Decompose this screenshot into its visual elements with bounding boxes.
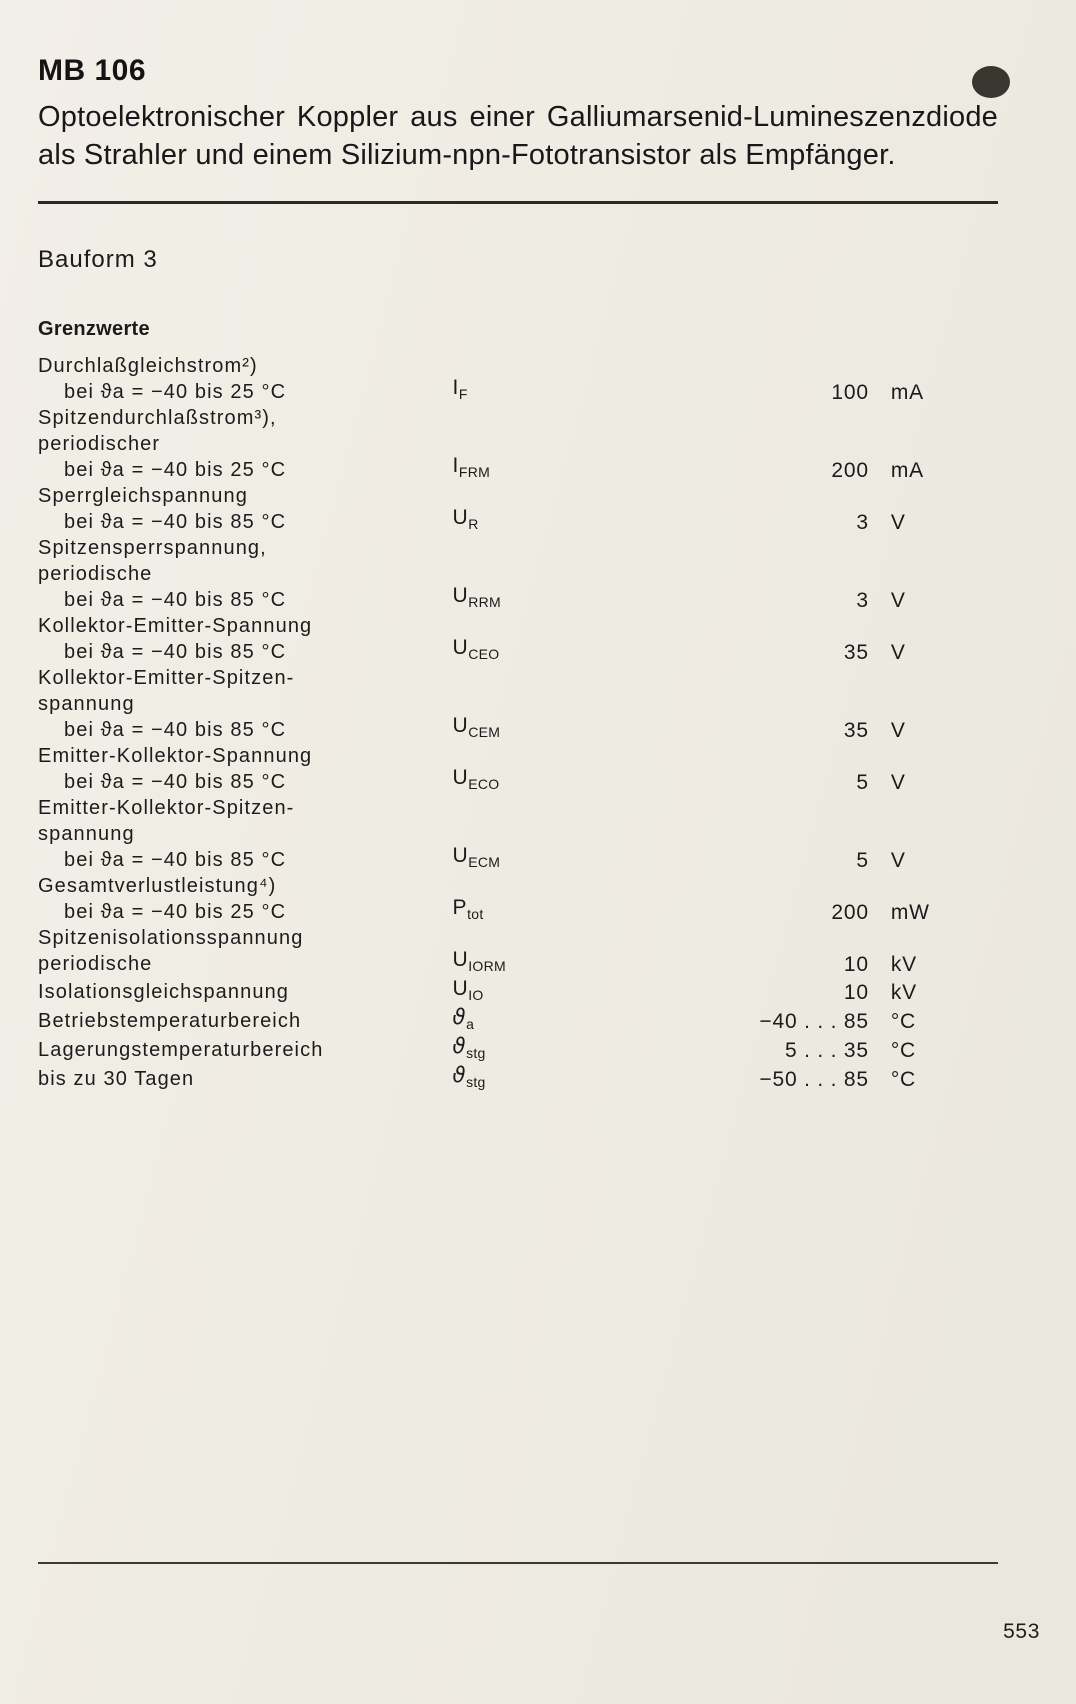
table-row — [38, 1063, 998, 1092]
row-unit: mA — [890, 458, 924, 482]
row-unit: °C — [890, 1068, 917, 1092]
row-symbol: $U_{IORM}$ — [452, 948, 506, 975]
row-unit: mA — [890, 380, 924, 404]
page-content — [38, 54, 1038, 1092]
row-value: 35 — [843, 718, 869, 742]
row-value: 5 . . . 35 — [784, 1039, 869, 1063]
row-description: Gesamtverlustleistung⁴) bei ϑa = −40 bis 25 °C — [38, 874, 287, 923]
row-value: −40 . . . 85 — [759, 1009, 869, 1033]
row-symbol: $U_{IO}$ — [452, 976, 484, 1003]
row-unit: V — [890, 770, 906, 794]
device-description: Optoelektronischer Koppler aus einer Galliumarsenid-Lumineszenzdiode als Strahler und einem Silizium-npn-Fototransistor als Empfänger. — [38, 101, 998, 172]
row-value: 5 — [856, 848, 869, 872]
row-unit: V — [890, 848, 906, 872]
row-value: 10 — [843, 952, 869, 976]
row-value: −50 . . . 85 — [759, 1068, 869, 1092]
table-row — [38, 405, 998, 483]
table-row — [38, 795, 998, 873]
row-symbol: $U_{RRM}$ — [452, 584, 502, 611]
row-symbol: $U_{CEO}$ — [452, 636, 500, 663]
table-row — [38, 743, 998, 795]
row-symbol: $ϑ_a$ — [452, 1004, 475, 1032]
row-unit: V — [890, 588, 906, 612]
row-symbol: $ϑ_{stg}$ — [452, 1063, 486, 1091]
row-value: 3 — [856, 510, 869, 534]
row-value: 35 — [843, 640, 869, 664]
table-row — [38, 535, 998, 613]
row-value: 5 — [856, 770, 869, 794]
row-unit: V — [890, 718, 906, 742]
row-description: Kollektor-Emitter-Spannung bei ϑa = −40 bis 85 °C — [38, 614, 313, 663]
row-symbol: $U_{ECM}$ — [452, 844, 501, 871]
row-description: Spitzenisolationsspannung periodische — [38, 926, 304, 975]
row-unit: °C — [890, 1009, 917, 1033]
row-unit: kV — [890, 980, 917, 1004]
table-row — [38, 353, 998, 405]
row-symbol: $I_{FRM}$ — [452, 454, 491, 481]
footer-divider — [38, 1562, 998, 1564]
row-description: Emitter-Kollektor-Spitzen- spannung bei ϑa = −40 bis 85 °C — [38, 796, 295, 871]
table-row — [38, 665, 998, 743]
row-description: Lagerungstemperaturbereich — [38, 1039, 324, 1062]
row-description: Emitter-Kollektor-Spannung bei ϑa = −40 bis 85 °C — [38, 744, 313, 793]
row-description: Betriebstemperaturbereich — [38, 1009, 302, 1032]
row-unit: kV — [890, 952, 917, 976]
row-value: 200 — [831, 900, 869, 924]
table-row — [38, 613, 998, 665]
limits-table — [38, 353, 998, 1093]
table-row — [38, 925, 998, 977]
row-value: 3 — [856, 588, 869, 612]
header-divider — [38, 201, 998, 204]
row-description: bis zu 30 Tagen — [38, 1068, 195, 1091]
package-label: Bauform 3 — [38, 245, 158, 273]
row-value: 10 — [843, 980, 869, 1004]
page-title: MB 106 — [38, 54, 147, 87]
table-row — [38, 873, 998, 925]
row-unit: V — [890, 640, 906, 664]
table-row — [38, 1005, 998, 1034]
row-symbol: $P_{tot}$ — [452, 896, 484, 923]
row-description: Spitzendurchlaßstrom³), periodischer bei ϑa = −40 bis 25 °C — [38, 406, 287, 481]
row-description: Kollektor-Emitter-Spitzen- spannung bei ϑa = −40 bis 85 °C — [38, 666, 295, 741]
row-unit: mW — [890, 900, 930, 924]
row-description: Durchlaßgleichstrom²) bei ϑa = −40 bis 25 °C — [38, 354, 287, 403]
row-description: Sperrgleichspannung bei ϑa = −40 bis 85 °C — [38, 484, 287, 533]
row-symbol: $I_F$ — [452, 376, 468, 403]
row-symbol: $ϑ_{stg}$ — [452, 1033, 486, 1062]
table-row — [38, 977, 998, 1005]
row-description: Spitzensperrspannung, periodische bei ϑa = −40 bis 85 °C — [38, 536, 287, 611]
section-heading-grenzwerte: Grenzwerte — [38, 317, 150, 340]
row-unit: V — [890, 510, 906, 534]
row-symbol: $U_R$ — [452, 506, 479, 533]
table-row — [38, 483, 998, 535]
corner-dot-marker — [972, 66, 1010, 98]
row-symbol: $U_{CEM}$ — [452, 714, 501, 741]
page-number: 553 — [1003, 1620, 1040, 1643]
row-value: 100 — [831, 380, 869, 404]
row-value: 200 — [831, 458, 869, 482]
row-symbol: $U_{ECO}$ — [452, 766, 500, 793]
row-unit: °C — [890, 1039, 917, 1063]
row-description: Isolationsgleichspannung — [38, 980, 290, 1003]
table-row — [38, 1034, 998, 1063]
